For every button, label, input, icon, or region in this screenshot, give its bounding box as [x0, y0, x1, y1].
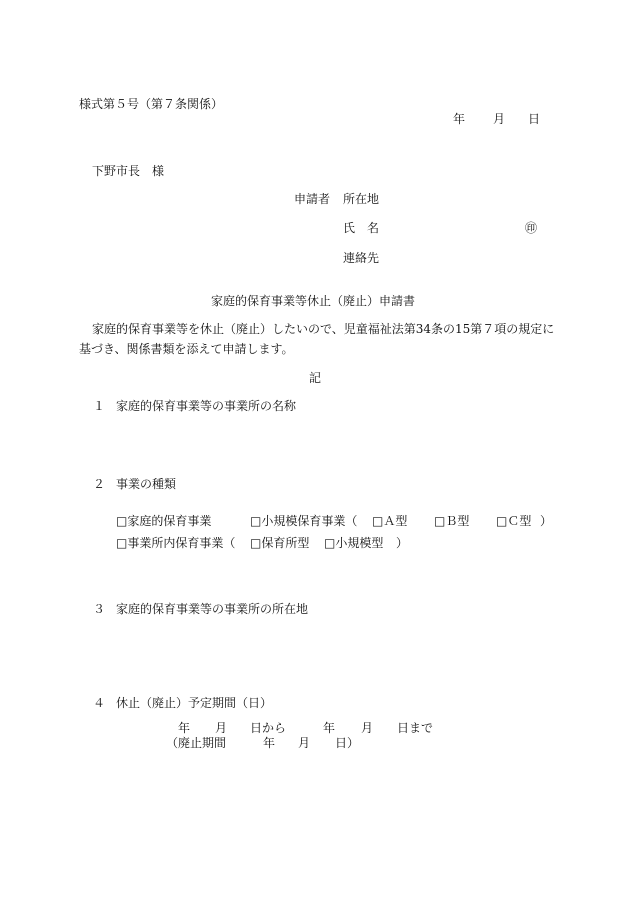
period-from-year: 年 — [178, 721, 191, 735]
item-3-number: ３ — [93, 602, 106, 616]
checkbox-small-scale-type[interactable]: □小規模型 — [324, 536, 384, 550]
item-1-number: １ — [93, 399, 106, 413]
contact-label: 連絡先 — [343, 251, 380, 265]
abolition-period-label: （廃止期間 — [166, 736, 227, 750]
body-line-1: 家庭的保育事業等を休止（廃止）したいので、児童福祉法第34条の15第７項の規定に — [92, 322, 555, 336]
item-2-number: ２ — [93, 477, 106, 491]
row-2-close-paren: ） — [396, 536, 409, 550]
checkbox-type-c[interactable]: □Ｃ型 — [496, 514, 532, 528]
checkbox-workplace-daycare[interactable]: □事業所内保育事業（ — [116, 536, 236, 550]
applicant-label: 申請者 — [294, 192, 331, 206]
item-3-label: 家庭的保育事業等の事業所の所在地 — [116, 602, 309, 616]
period-to-day: 日まで — [397, 721, 434, 735]
addressee: 下野市長 様 — [92, 164, 165, 178]
date-month-label: 月 — [493, 112, 506, 126]
row-1-close-paren: ） — [540, 514, 553, 528]
item-4-label: 休止（廃止）予定期間（日） — [116, 696, 273, 710]
date-day-label: 日 — [528, 112, 541, 126]
checkbox-nursery-type[interactable]: □保育所型 — [250, 536, 310, 550]
abolition-year: 年 — [263, 736, 276, 750]
checkbox-family-daycare[interactable]: □家庭的保育事業 — [116, 514, 212, 528]
seal-mark: ㊞ — [525, 221, 538, 235]
address-label: 所在地 — [343, 192, 380, 206]
period-to-year: 年 — [323, 721, 336, 735]
item-2-label: 事業の種類 — [116, 477, 177, 491]
item-4-number: ４ — [93, 696, 106, 710]
checkbox-type-a[interactable]: □Ａ型 — [372, 514, 408, 528]
item-1-label: 家庭的保育事業等の事業所の名称 — [116, 399, 297, 413]
period-from-day: 日から — [250, 721, 287, 735]
body-line-2: 基づき、関係書類を添えて申請します。 — [79, 342, 294, 356]
name-label: 氏 名 — [343, 221, 380, 235]
period-from-month: 月 — [215, 721, 228, 735]
abolition-month: 月 — [298, 736, 311, 750]
form-number: 様式第５号（第７条関係） — [79, 97, 224, 111]
checkbox-type-b[interactable]: □Ｂ型 — [434, 514, 470, 528]
document-title: 家庭的保育事業等休止（廃止）申請書 — [211, 294, 416, 308]
ki-heading: 記 — [309, 371, 322, 385]
abolition-day: 日） — [335, 736, 360, 750]
date-year-label: 年 — [453, 112, 466, 126]
checkbox-small-scale-daycare[interactable]: □小規模保育事業（ — [250, 514, 358, 528]
period-to-month: 月 — [361, 721, 374, 735]
